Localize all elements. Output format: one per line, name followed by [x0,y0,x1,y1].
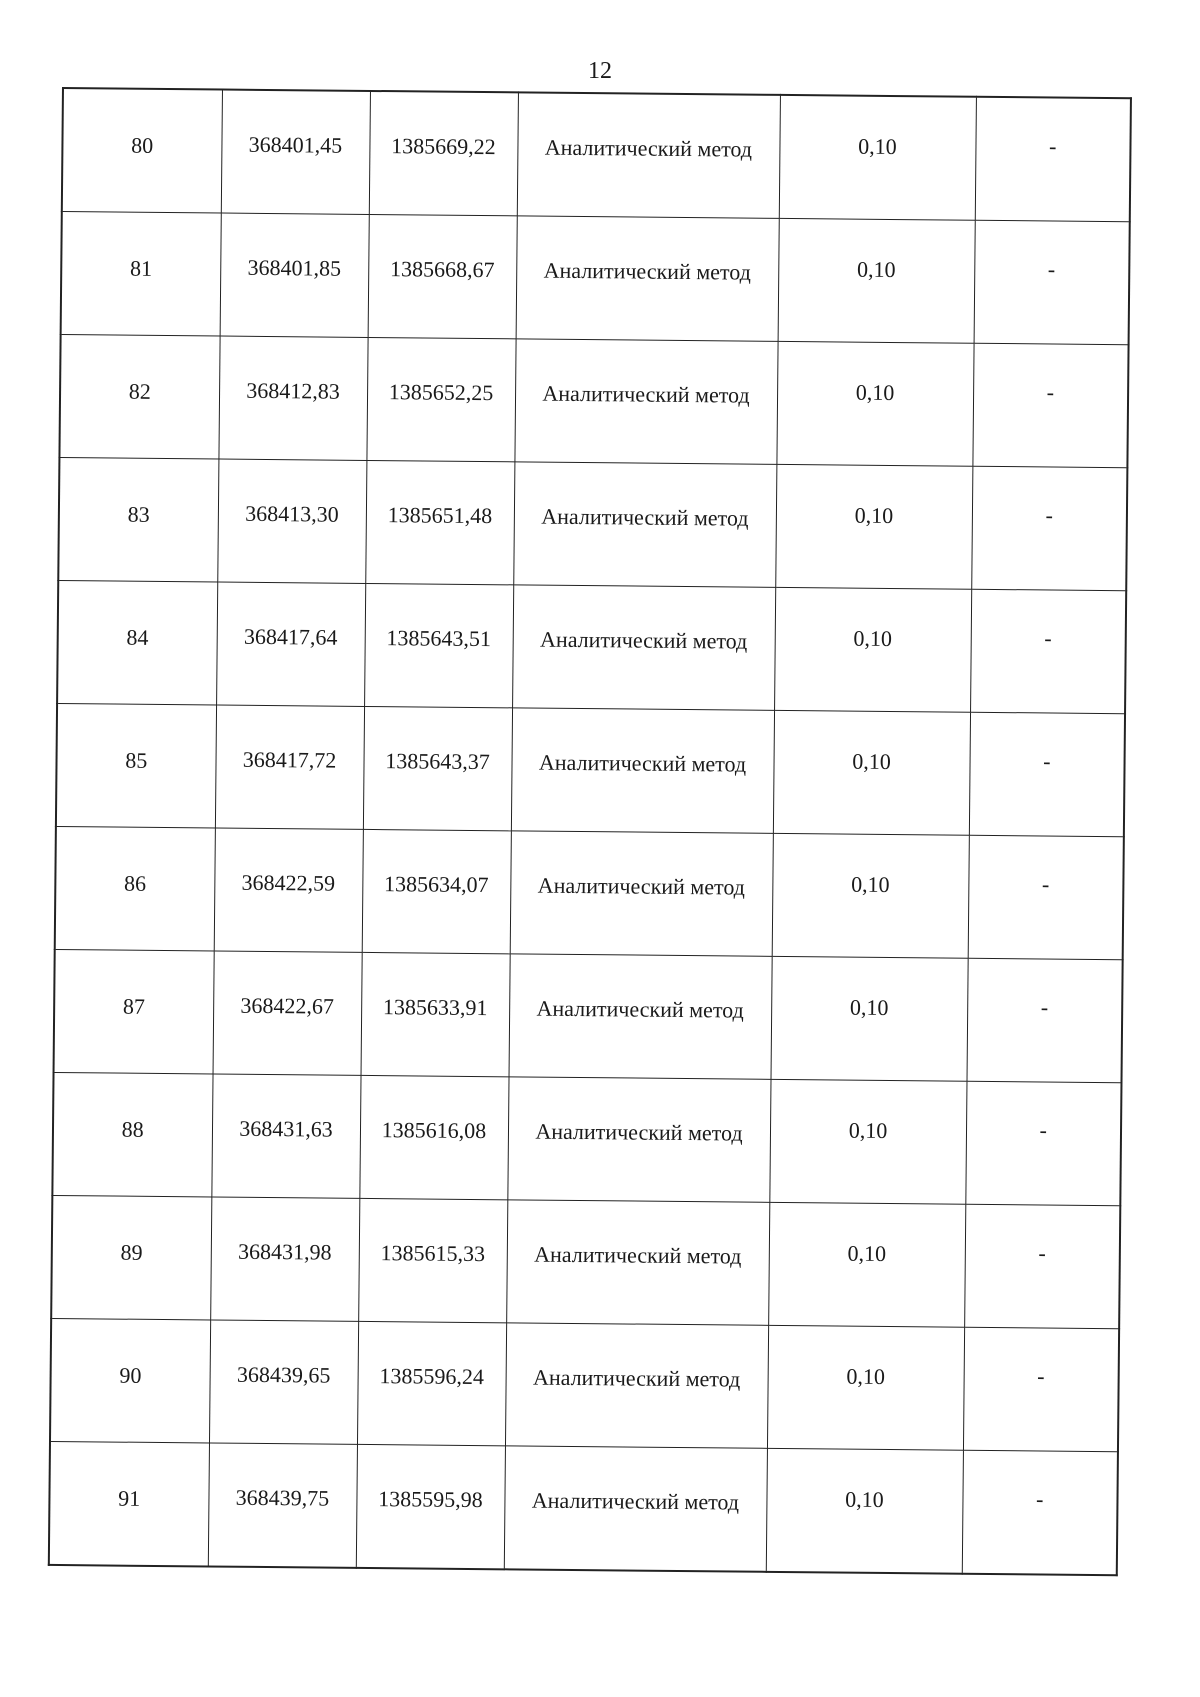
point-number-cell [54,949,214,1074]
accuracy-cell [769,1079,966,1204]
coordinate-x-cell [214,828,363,952]
coordinate-x-cell-text: 368431,98 [237,1238,332,1265]
method-cell-text: Аналитический метод [542,380,750,408]
point-number-cell-text: 81 [129,255,153,281]
note-cell [972,343,1128,467]
coordinate-y-cell-text: 1385615,33 [380,1240,486,1267]
coordinate-y-cell-text: 1385634,07 [383,871,489,898]
method-cell-text: Аналитический метод [537,872,746,900]
point-number-cell [62,88,222,213]
coordinate-y-cell-text: 1385643,51 [386,625,492,652]
note-cell-text: - [1041,871,1050,897]
point-number-cell-text: 83 [127,501,150,527]
accuracy-cell-text: 0,10 [854,502,894,528]
coordinate-x-cell-text: 368417,64 [243,623,338,650]
coordinate-y-cell-text: 1385652,25 [388,379,494,406]
accuracy-cell [778,218,975,343]
method-cell [510,831,773,957]
point-number-cell-text: 88 [121,1116,144,1142]
method-cell-text: Аналитический метод [544,134,753,162]
method-cell [517,92,780,218]
point-number-cell [55,826,215,951]
accuracy-cell-text: 0,10 [858,133,897,160]
accuracy-cell [774,587,971,712]
note-cell-text: - [1040,994,1049,1020]
method-cell-text: Аналитический метод [532,1364,741,1392]
method-cell [514,339,777,465]
note-cell-text: - [1048,133,1057,159]
point-number-cell-text: 90 [119,1362,142,1388]
accuracy-cell [768,1202,965,1327]
point-number-cell [59,334,219,459]
method-cell-text: Аналитический метод [536,995,744,1023]
table-row [62,88,1131,222]
accuracy-cell [779,95,976,220]
coordinate-x-cell [208,1443,357,1568]
method-cell [504,1446,767,1572]
coordinate-y-cell-text: 1385595,98 [378,1486,483,1513]
coordinate-y-cell [369,91,518,216]
coordinate-x-cell [211,1074,360,1198]
coordinate-x-cell [215,705,364,829]
point-number-cell-text: 89 [120,1239,143,1265]
table-row [61,212,1130,345]
coordinate-x-cell [221,90,370,215]
accuracy-cell [771,956,968,1081]
table-row [50,1318,1119,1451]
accuracy-cell-text: 0,10 [845,1486,884,1512]
accuracy-cell-text: 0,10 [855,379,895,406]
method-cell-text: Аналитический метод [539,626,748,654]
method-cell [505,1323,768,1449]
table-row [59,334,1128,467]
table-body [49,88,1131,1575]
note-cell-text: - [1044,625,1052,651]
coordinate-y-cell [361,952,510,1076]
coordinate-y-cell [356,1444,505,1569]
method-cell-text: Аналитический метод [538,749,747,777]
note-cell [963,1327,1119,1451]
point-number-cell [52,1072,212,1197]
coordinate-x-cell [216,582,365,706]
table-row [55,826,1124,959]
note-cell [966,958,1122,1082]
point-number-cell-text: 91 [118,1485,141,1511]
coordinate-x-cell [213,951,362,1075]
point-number-cell [56,703,216,828]
coordinate-x-cell-text: 368412,83 [246,377,340,404]
coordinate-x-cell-text: 368413,30 [245,500,339,527]
method-cell [511,708,774,834]
method-cell [513,462,776,588]
accuracy-cell [775,464,972,589]
point-number-cell-text: 82 [128,378,151,404]
coordinate-x-cell-text: 368401,45 [248,131,343,158]
coordinate-y-cell-text: 1385616,08 [381,1117,487,1144]
coordinate-y-cell-text: 1385643,37 [385,748,490,775]
table-row [51,1195,1120,1328]
method-cell [506,1200,769,1326]
point-number-cell [49,1441,209,1566]
method-cell-text: Аналитический метод [534,1241,742,1269]
coordinate-x-cell-text: 368417,72 [242,746,337,773]
page-number: 12 [588,58,612,84]
coordinate-y-cell [359,1075,508,1199]
coordinate-x-cell-text: 368401,85 [247,254,342,281]
point-number-cell-text: 87 [122,993,146,1019]
coordinate-x-cell [220,213,369,337]
coordinate-x-cell [217,459,366,583]
coordinate-y-cell [365,460,514,584]
coordinate-y-cell-text: 1385596,24 [379,1363,485,1390]
method-cell [516,216,779,342]
method-cell [512,585,775,711]
coordinate-y-cell-text: 1385651,48 [387,502,493,529]
coordinates-table [48,87,1132,1576]
coordinate-y-cell [364,583,513,707]
coordinate-x-cell-text: 368439,65 [236,1361,331,1388]
coordinate-x-cell [210,1197,359,1321]
coordinate-x-cell [218,336,367,460]
point-number-cell [57,580,217,705]
coordinate-x-cell-text: 368422,67 [240,992,335,1019]
method-cell-text: Аналитический метод [535,1118,743,1146]
accuracy-cell-text: 0,10 [848,1117,888,1143]
note-cell-text: - [1035,1486,1044,1512]
point-number-cell [61,212,221,337]
point-number-cell [51,1195,211,1320]
point-number-cell-text: 80 [131,132,154,158]
accuracy-cell-text: 0,10 [856,256,896,283]
accuracy-cell-text: 0,10 [846,1363,886,1389]
coordinate-y-cell [358,1198,507,1322]
table-row [56,703,1125,836]
note-cell-text: - [1039,1117,1048,1143]
note-cell-text: - [1037,1363,1045,1389]
table-row [54,949,1123,1082]
note-cell-text: - [1045,502,1053,528]
accuracy-cell [776,341,973,466]
coordinate-x-cell [209,1320,358,1444]
table-row [49,1441,1118,1575]
point-number-cell-text: 85 [125,747,148,773]
method-cell-text: Аналитический метод [543,257,751,285]
accuracy-cell-text: 0,10 [852,748,891,774]
coordinate-y-cell-text: 1385668,67 [389,256,495,283]
method-cell [507,1077,770,1203]
method-cell-text: Аналитический метод [541,503,749,531]
coordinate-y-cell-text: 1385669,22 [391,133,496,160]
accuracy-cell [773,710,970,835]
table-row [52,1072,1121,1205]
accuracy-cell-text: 0,10 [851,871,890,897]
table-row [58,457,1127,590]
coordinate-x-cell-text: 368431,63 [239,1115,333,1142]
method-cell [509,954,772,1080]
note-cell-text: - [1043,748,1051,774]
note-cell [975,97,1131,222]
point-number-cell [58,457,218,582]
note-cell-text: - [1046,379,1055,405]
coordinate-y-cell [368,214,517,338]
point-number-cell [50,1318,210,1443]
note-cell [974,220,1130,344]
coordinate-y-cell [363,706,512,830]
coordinate-y-cell-text: 1385633,91 [382,994,488,1021]
coordinate-y-cell [362,829,511,953]
coordinates-table-wrapper [48,87,1130,1576]
coordinate-x-cell-text: 368422,59 [241,869,336,896]
point-number-cell-text: 86 [123,870,147,896]
accuracy-cell [766,1448,963,1573]
note-cell [970,589,1126,713]
accuracy-cell [767,1325,964,1450]
point-number-cell-text: 84 [126,624,149,650]
coordinate-x-cell-text: 368439,75 [235,1484,330,1511]
note-cell [969,712,1125,836]
table-row [57,580,1126,713]
note-cell [971,466,1127,590]
accuracy-cell-text: 0,10 [847,1240,887,1266]
note-cell [962,1450,1118,1575]
coordinate-y-cell [357,1321,506,1445]
note-cell [964,1204,1120,1328]
note-cell-text: - [1047,256,1056,282]
note-cell [965,1081,1121,1205]
note-cell-text: - [1038,1240,1046,1266]
accuracy-cell-text: 0,10 [849,994,889,1020]
accuracy-cell-text: 0,10 [853,625,893,651]
method-cell-text: Аналитический метод [531,1487,740,1515]
note-cell [968,835,1124,959]
accuracy-cell [772,833,969,958]
coordinate-y-cell [366,337,515,461]
